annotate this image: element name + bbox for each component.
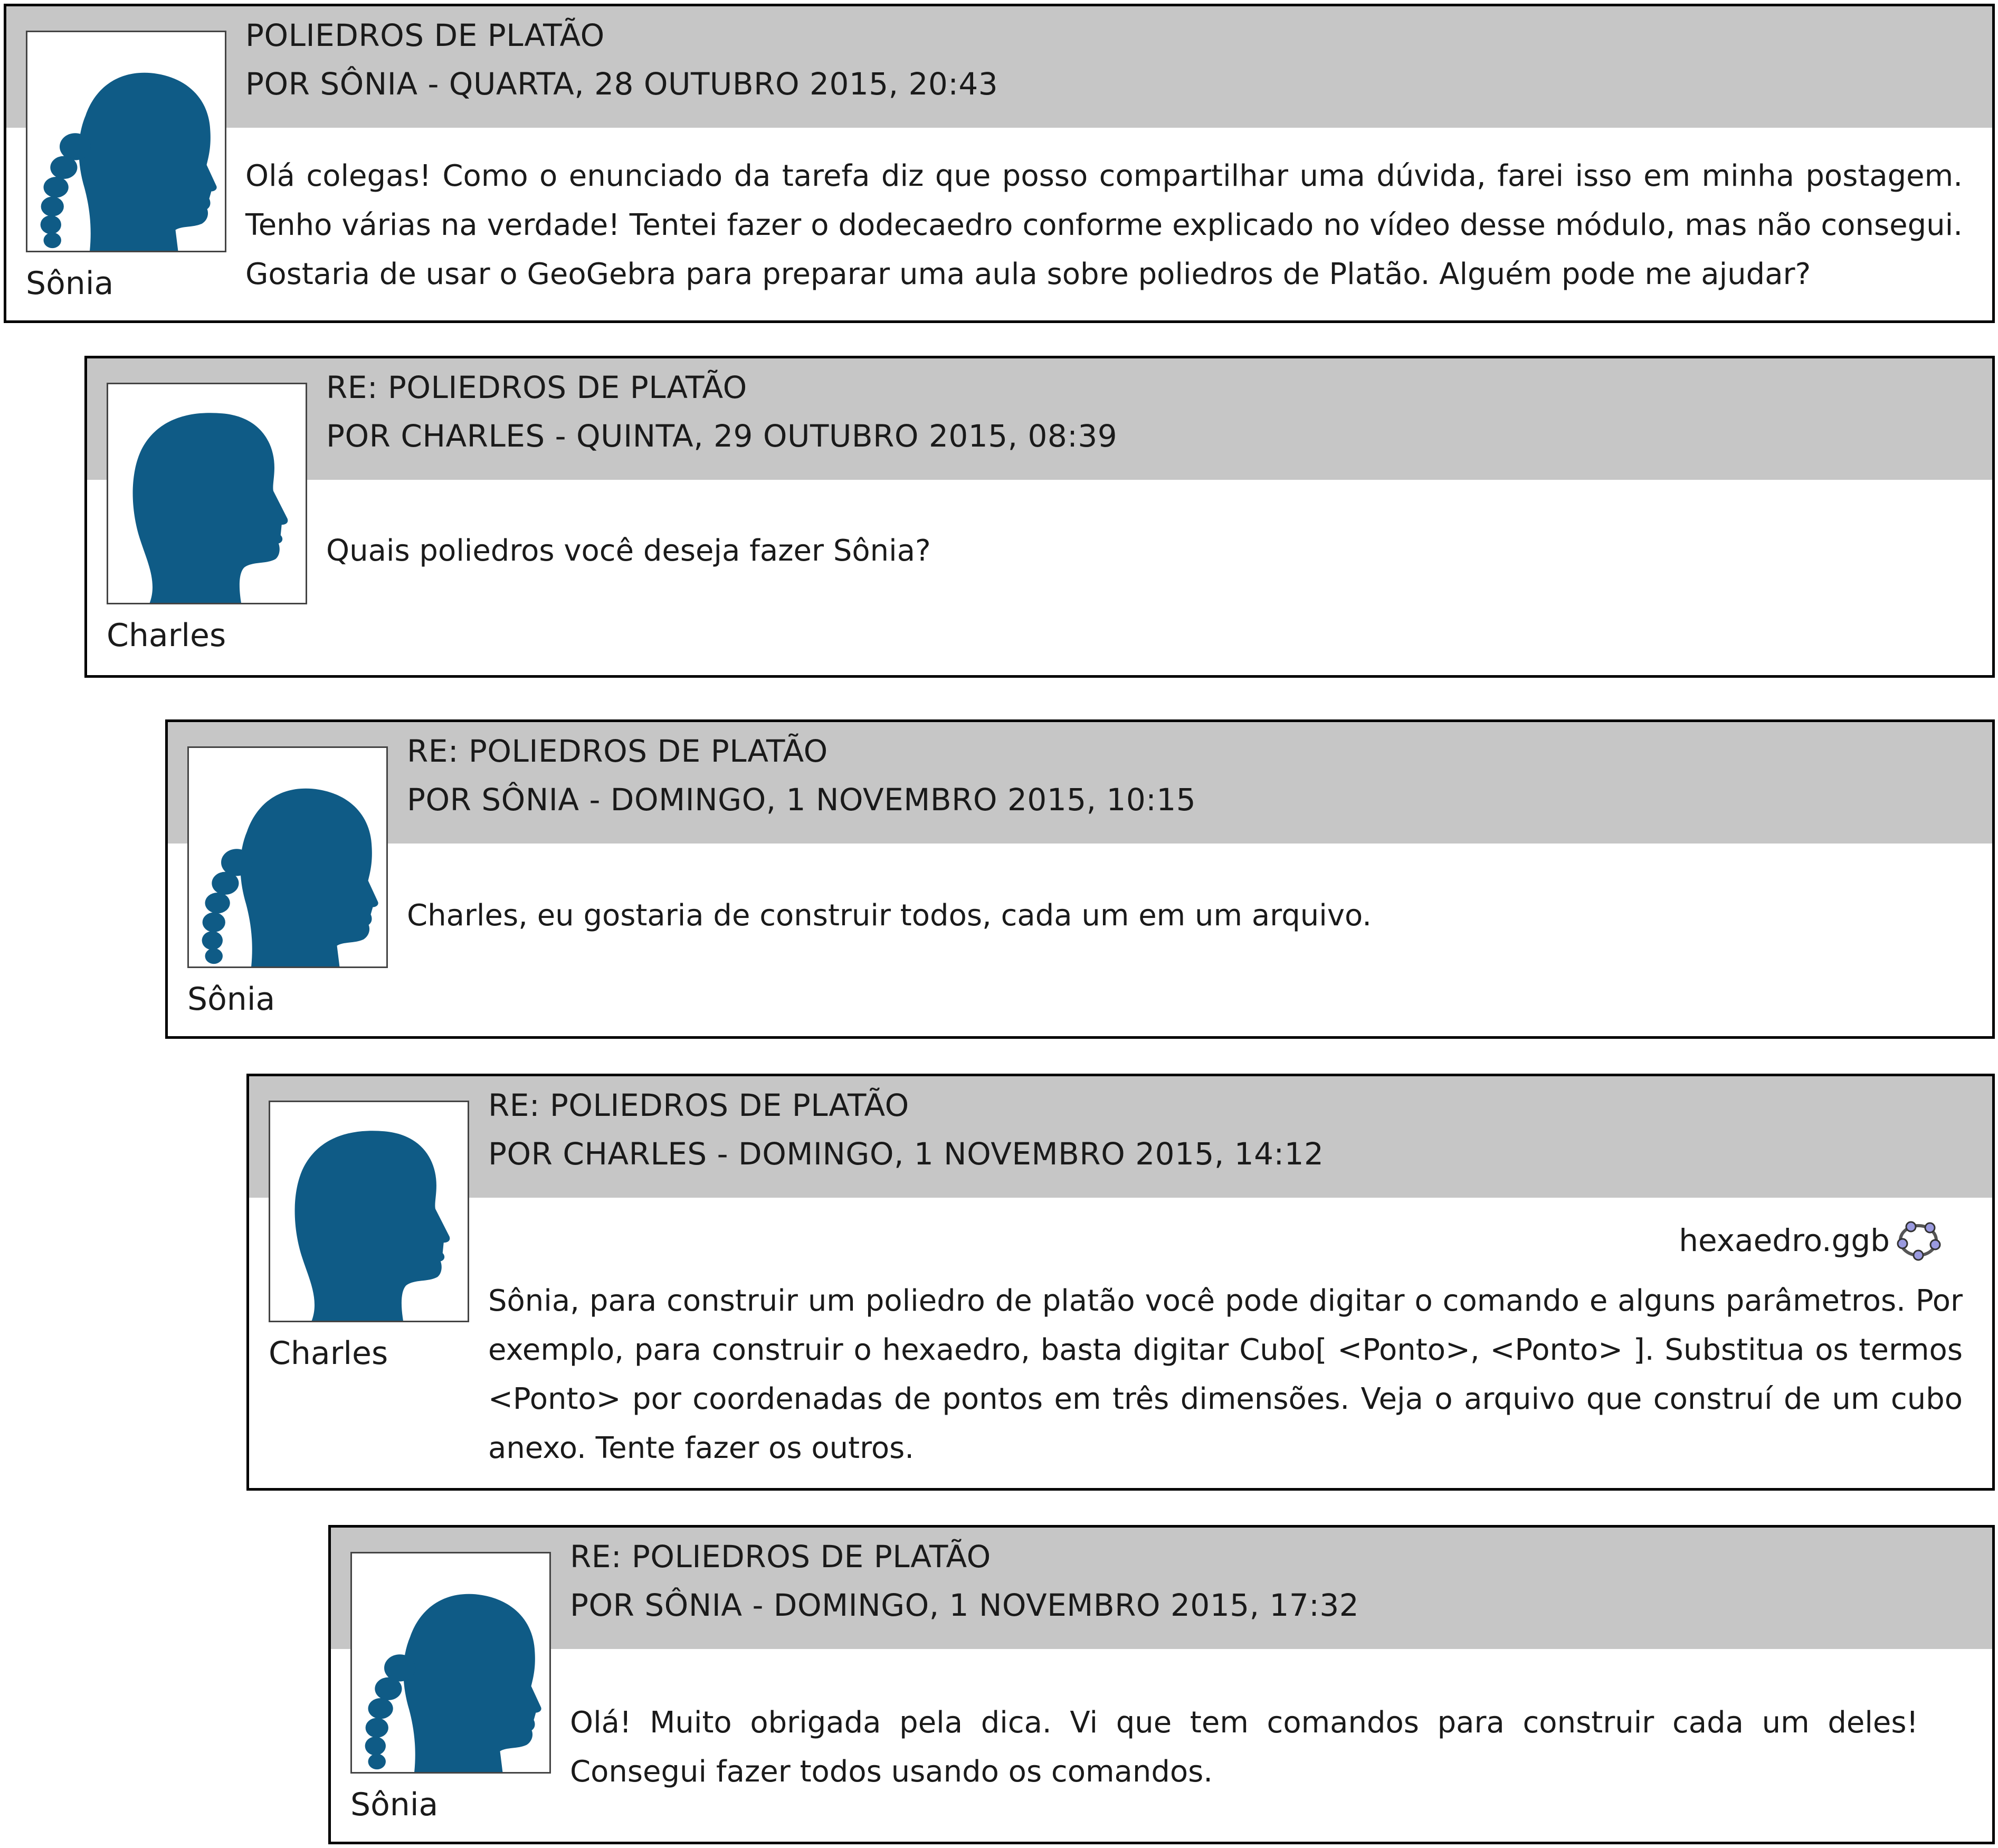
post-body: Charles, eu gostaria de construir todos, cada um em um arquivo. <box>407 898 1372 933</box>
forum-post <box>328 1525 1995 1844</box>
forum-post <box>4 4 1995 323</box>
male-silhouette-icon <box>270 1102 468 1321</box>
avatar[interactable] <box>350 1552 551 1774</box>
post-meta: POR SÔNIA - DOMINGO, 1 NOVEMBRO 2015, 17:32 <box>570 1587 1359 1623</box>
post-title[interactable]: RE: POLIEDROS DE PLATÃO <box>570 1539 991 1575</box>
post-meta: POR CHARLES - DOMINGO, 1 NOVEMBRO 2015, 14:12 <box>488 1136 1324 1172</box>
post-title[interactable]: RE: POLIEDROS DE PLATÃO <box>488 1087 909 1123</box>
post-meta: POR SÔNIA - QUARTA, 28 OUTUBRO 2015, 20:43 <box>245 66 998 102</box>
post-title[interactable]: RE: POLIEDROS DE PLATÃO <box>326 369 747 405</box>
post-body: Olá! Muito obrigada pela dica. Vi que tem comandos para construir cada um deles! Consegui fazer todos usando os comandos. <box>570 1705 1918 1789</box>
author-name[interactable]: Charles <box>107 617 226 654</box>
author-name[interactable]: Sônia <box>350 1786 439 1823</box>
avatar[interactable] <box>26 31 226 252</box>
female-silhouette-icon <box>189 748 386 966</box>
avatar[interactable] <box>107 383 307 604</box>
forum-post <box>165 719 1995 1039</box>
post-body: Olá colegas! Como o enunciado da tarefa diz que posso compartilhar uma dúvida, farei isso em minha postagem. Tenho várias na verdade! Tentei fazer o dodecaedro conforme explicado no vídeo desse módulo, mas não consegui. Gostaria de usar o GeoGebra para preparar uma aula sobre poliedros de Platão. Alguém pode me ajudar? <box>245 159 1963 291</box>
attachment-filename[interactable]: hexaedro.ggb <box>1679 1222 1890 1258</box>
female-silhouette-icon <box>27 32 225 251</box>
male-silhouette-icon <box>108 384 306 603</box>
female-silhouette-icon <box>352 1553 549 1772</box>
forum-post <box>84 356 1995 678</box>
post-title[interactable]: POLIEDROS DE PLATÃO <box>245 17 605 53</box>
author-name[interactable]: Sônia <box>187 981 275 1018</box>
post-meta: POR CHARLES - QUINTA, 29 OUTUBRO 2015, 08:39 <box>326 418 1118 454</box>
post-body: Sônia, para construir um poliedro de platão você pode digitar o comando e alguns parâmetros. Por exemplo, para construir o hexaedro, basta digitar Cubo[ <Ponto>, <Ponto> ]. Substitua os termos <Ponto> por coordenadas de pontos em três dimensões. Veja o arquivo que construí de um cubo anexo. Tente fazer os outros. <box>488 1284 1963 1465</box>
avatar[interactable] <box>187 746 388 968</box>
post-title[interactable]: RE: POLIEDROS DE PLATÃO <box>407 733 828 769</box>
post-meta: POR SÔNIA - DOMINGO, 1 NOVEMBRO 2015, 10:15 <box>407 782 1196 818</box>
author-name[interactable]: Sônia <box>26 265 114 302</box>
forum-post <box>246 1074 1995 1491</box>
attachment-link[interactable] <box>1679 1219 1942 1262</box>
avatar[interactable] <box>269 1101 469 1322</box>
author-name[interactable]: Charles <box>269 1335 388 1372</box>
post-body: Quais poliedros você deseja fazer Sônia? <box>326 534 931 568</box>
geogebra-icon <box>1895 1219 1942 1262</box>
